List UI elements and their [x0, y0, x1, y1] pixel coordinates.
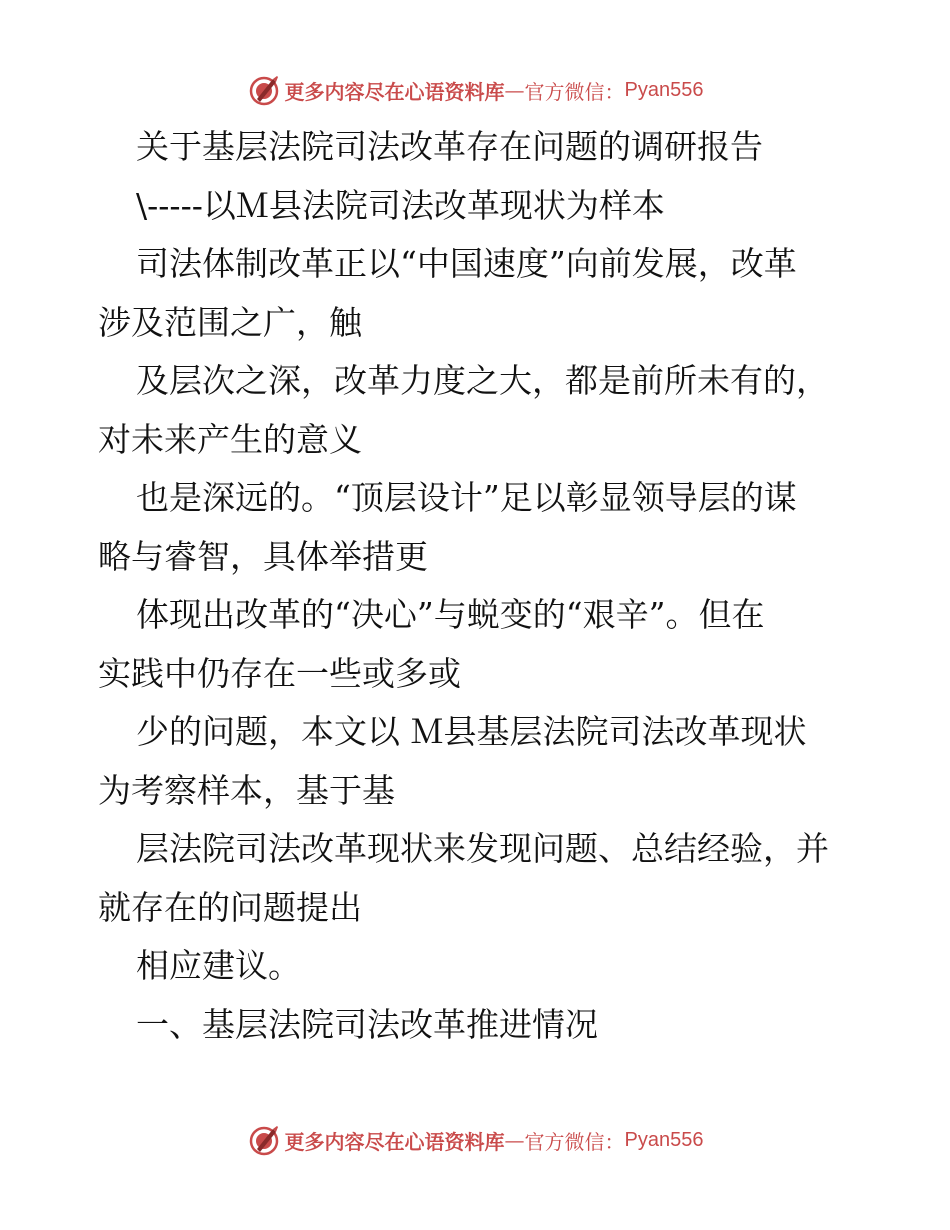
document-body [98, 118, 858, 1054]
pen-logo-icon [247, 73, 281, 107]
document-line: 体现出改革的“决心”与蜕变的“艰辛”。但在 [136, 595, 765, 634]
document-line: 及层次之深，改革力度之大，都是前所未有的， [136, 361, 829, 400]
document-line: 相应建议。 [136, 946, 301, 985]
document-line: 层法院司法改革现状来发现问题、总结经验，并 [136, 829, 829, 868]
document-line: 司法体制改革正以“中国速度”向前发展，改革 [136, 244, 797, 283]
banner-dash: — [504, 78, 525, 102]
banner-main-text: 更多内容尽在心语资料库 [284, 79, 505, 104]
document-line: 涉及范围之广，触 [98, 302, 362, 342]
banner-sub-text: 官方微信： [524, 79, 625, 104]
document-line: 少的问题，本文以 Ｍ县基层法院司法改革现状 [136, 712, 807, 751]
banner-wechat-id: Pyan556 [624, 78, 704, 101]
banner-wechat-id: Pyan556 [624, 1128, 704, 1151]
document-line: 就存在的问题提出 [98, 887, 362, 927]
pen-logo-icon [247, 1123, 281, 1157]
document-line: \-----以Ｍ县法院司法改革现状为样本 [136, 185, 665, 225]
document-line: 实践中仍存在一些或多或 [98, 653, 461, 693]
document-line: 对未来产生的意义 [98, 419, 362, 459]
banner-dash: — [504, 1128, 525, 1152]
banner-sub-text: 官方微信： [524, 1129, 625, 1154]
footer-banner [0, 1120, 950, 1160]
document-line: 关于基层法院司法改革存在问题的调研报告 [136, 127, 763, 166]
document-line: 为考察样本，基于基 [98, 770, 395, 810]
header-banner [0, 70, 950, 110]
document-line: 一、基层法院司法改革推进情况 [136, 1004, 598, 1044]
document-line: 也是深远的。“顶层设计”足以彰显领导层的谋 [136, 478, 797, 517]
document-line: 略与睿智，具体举措更 [98, 536, 428, 576]
banner-main-text: 更多内容尽在心语资料库 [284, 1129, 505, 1154]
